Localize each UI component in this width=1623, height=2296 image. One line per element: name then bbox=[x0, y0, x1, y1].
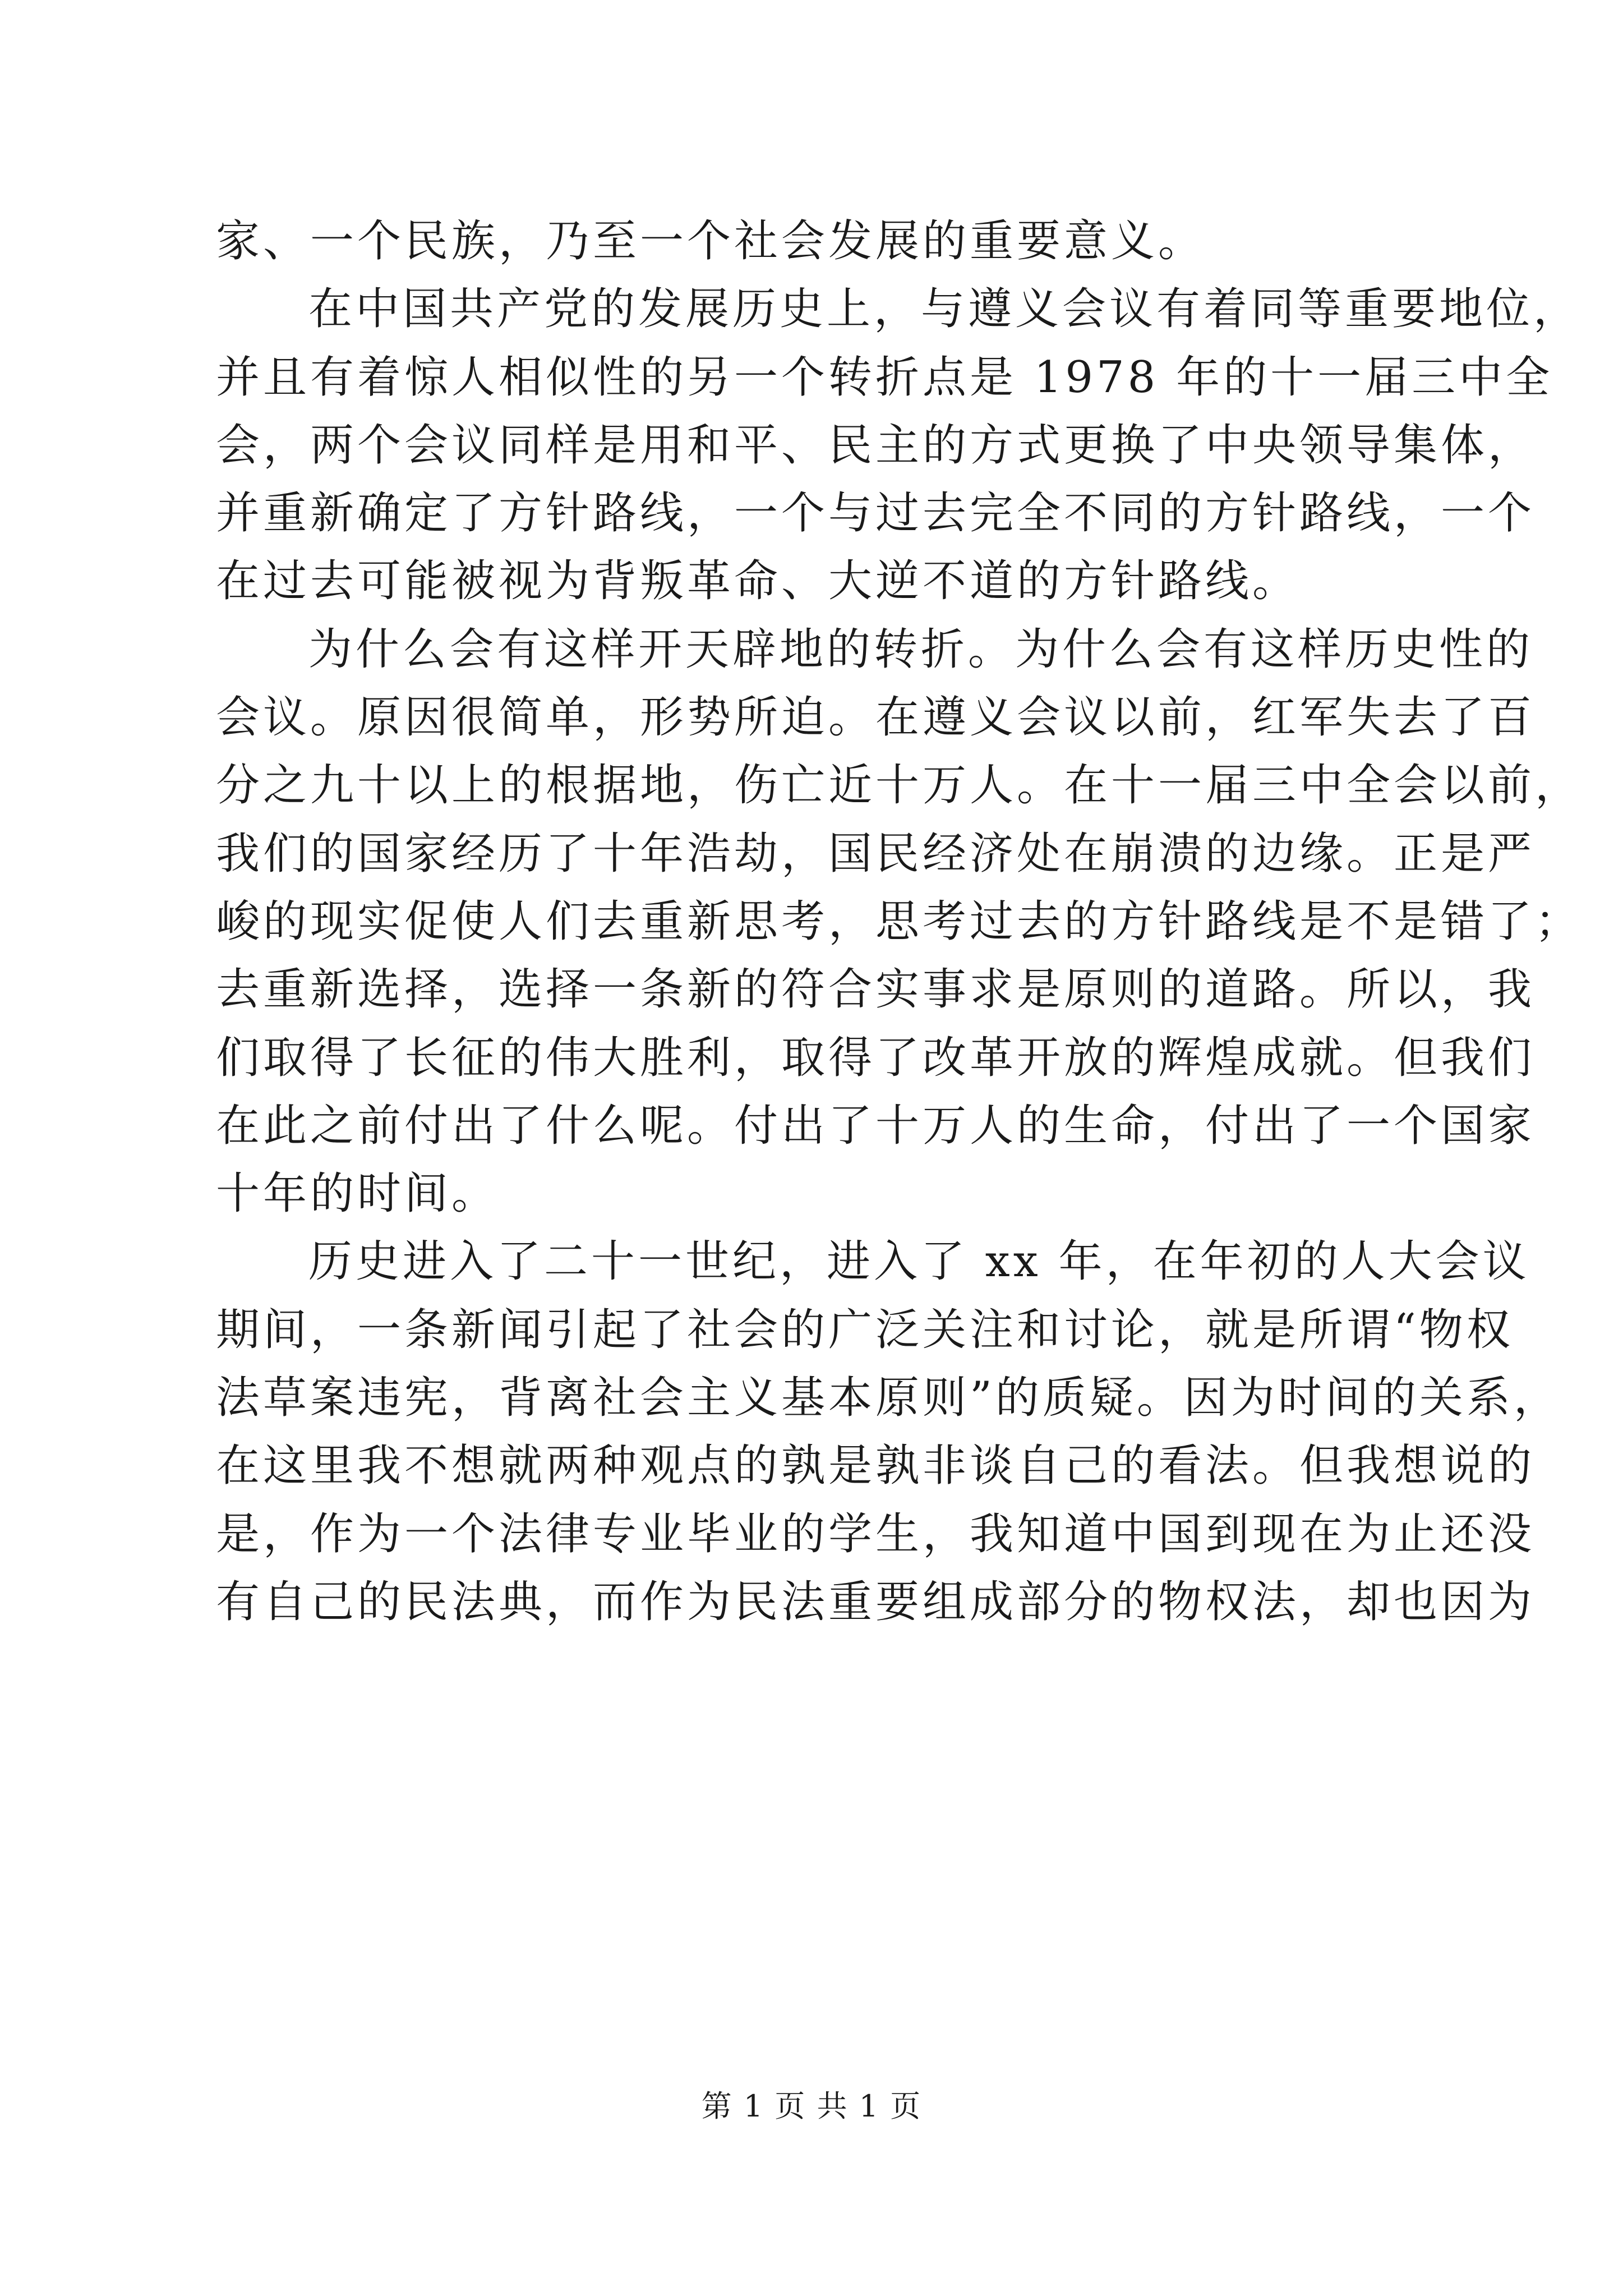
paragraph bbox=[216, 208, 1424, 275]
text-line: 十年的时间。 bbox=[216, 1168, 499, 1220]
text-line: 峻的现实促使人们去重新思考，思考过去的方针路线是不是错了； bbox=[216, 896, 1583, 947]
text-line: 法草案违宪，背离社会主义基本原则”的质疑。因为时间的关系， bbox=[216, 1373, 1561, 1424]
text-line: 去重新选择，选择一条新的符合实事求是原则的道路。所以，我 bbox=[216, 964, 1536, 1015]
text-line: 家、一个民族，乃至一个社会发展的重要意义。 bbox=[216, 216, 1206, 266]
paragraph bbox=[216, 616, 1583, 1228]
text-line: 我们的国家经历了十年浩劫，国民经济处在崩溃的边缘。正是严 bbox=[216, 828, 1536, 879]
text-line: 有自己的民法典，而作为民法重要组成部分的物权法，却也因为 bbox=[216, 1576, 1536, 1627]
text-line: 期间，一条新闻引起了社会的广泛关注和讨论，就是所谓“物权 bbox=[216, 1304, 1514, 1355]
text-line: 在这里我不想就两种观点的孰是孰非谈自己的看法。但我想说的 bbox=[216, 1441, 1536, 1492]
page-footer: 第 1 页 共 1 页 bbox=[701, 2088, 922, 2124]
text-line: 会议。原因很简单，形势所迫。在遵义会议以前，红军失去了百 bbox=[216, 692, 1536, 743]
text-line: 为什么会有这样开天辟地的转折。为什么会有这样历史性的 bbox=[308, 624, 1534, 675]
paragraph bbox=[216, 1228, 1561, 1636]
text-line: 分之九十以上的根据地，伤亡近十万人。在十一届三中全会以前， bbox=[216, 760, 1583, 811]
text-line: 会，两个会议同样是用和平、民主的方式更换了中央领导集体， bbox=[216, 420, 1536, 471]
text-line: 在中国共产党的发展历史上，与遵义会议有着同等重要地位， bbox=[308, 284, 1581, 335]
text-line: 并且有着惊人相似性的另一个转折点是 1978 年的十一届三中全 bbox=[216, 352, 1553, 403]
paragraph bbox=[216, 275, 1581, 615]
document-body bbox=[216, 208, 1583, 1636]
text-line: 在此之前付出了什么呢。付出了十万人的生命，付出了一个国家 bbox=[216, 1100, 1536, 1151]
text-line: 们取得了长征的伟大胜利，取得了改革开放的辉煌成就。但我们 bbox=[216, 1032, 1536, 1083]
text-line: 并重新确定了方针路线，一个与过去完全不同的方针路线，一个 bbox=[216, 488, 1536, 539]
text-line: 是，作为一个法律专业毕业的学生，我知道中国到现在为止还没 bbox=[216, 1508, 1536, 1559]
text-line: 在过去可能被视为背叛革命、大逆不道的方针路线。 bbox=[216, 556, 1300, 607]
text-line: 历史进入了二十一世纪，进入了 xx 年，在年初的人大会议 bbox=[308, 1236, 1530, 1287]
